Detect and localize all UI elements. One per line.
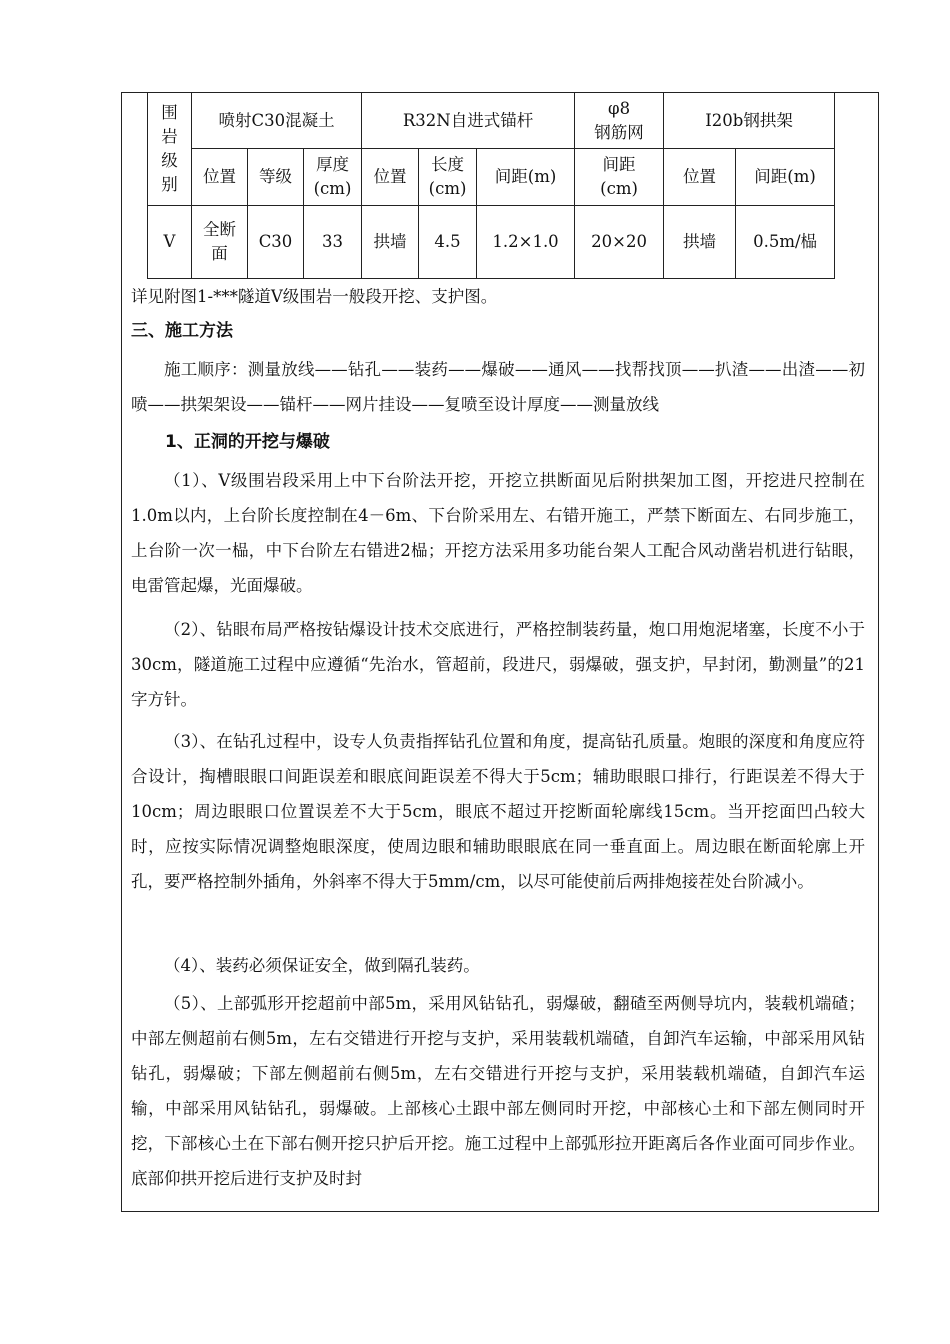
bolt-spacing-cell: 1.2×1.0: [477, 206, 575, 279]
table-row: [148, 206, 835, 279]
grade-cell: V: [148, 206, 192, 279]
shotcrete-thickness-header: 厚度 (cm): [304, 149, 362, 206]
arch-position-header: 位置: [664, 149, 736, 206]
arch-position-cell: 拱墙: [664, 206, 736, 279]
rock-grade-header: 围 岩 级 别: [148, 93, 192, 206]
mesh-spacing-cell: 20×20: [575, 206, 664, 279]
paragraph-1: （1）、V级围岩段采用上中下台阶法开挖，开挖立拱断面见后附拱架加工图，开挖进尺控制在1.0m以内，上台阶长度控制在4－6m、下台阶采用左、右错开施工，严禁下断面左、右同步施工，上台阶一次一榀，中下台阶左右错进2榀；开挖方法采用多功能台架人工配合风动凿岩机进行钻眼，电雷管起爆，光面爆破。: [131, 471, 865, 595]
bolt-length-header: 长度 (cm): [419, 149, 477, 206]
shotcrete-header: 喷射C30混凝土: [192, 93, 362, 149]
paragraph-3: （3）、在钻孔过程中，设专人负责指挥钻孔位置和角度，提高钻孔质量。炮眼的深度和角度应符合设计，掏槽眼眼口间距误差和眼底间距误差不得大于5cm；辅助眼眼口排行，行距误差不得大于10cm；周边眼眼口位置误差不大于5cm，眼底不超过开挖断面轮廓线15cm。当开挖面凹凸较大时，应按实际情况调整炮眼深度，使周边眼和辅助眼眼底在同一垂直面上。周边眼在断面轮廓上开孔，要严格控制外插角，外斜率不得大于5mm/cm，以尽可能使前后两排炮接茬处台阶减小。: [131, 732, 865, 891]
support-parameter-table: [147, 92, 835, 279]
shotcrete-position-header: 位置: [192, 149, 248, 206]
position-cell: 全断 面: [192, 206, 248, 279]
thickness-cell: 33: [304, 206, 362, 279]
concrete-cell: C30: [248, 206, 304, 279]
paragraph-5: （5）、上部弧形开挖超前中部5m，采用风钻钻孔，弱爆破，翻碴至两侧导坑内，装载机端碴；中部左侧超前右侧5m，左右交错进行开挖与支护，采用装载机端碴，自卸汽车运输，中部采用风钻钻孔，弱爆破；下部左侧超前右侧5m，左右交错进行开挖与支护，采用装载机端碴，自卸汽车运输，中部采用风钻钻孔，弱爆破。上部核心土跟中部左侧同时开挖，中部核心土和下部左侧同时开挖，下部核心土在下部右侧开挖只护后开挖。施工过程中上部弧形拉开距离后各作业面可同步作业。底部仰拱开挖后进行支护及时封: [131, 994, 865, 1188]
mesh-header: φ8 钢筋网: [575, 93, 664, 149]
figure-note: 详见附图1-***隧道V级围岩一般段开挖、支护图。: [131, 287, 498, 306]
bolt-position-cell: 拱墙: [362, 206, 419, 279]
bolt-length-cell: 4.5: [419, 206, 477, 279]
arch-spacing-cell: 0.5m/榀: [736, 206, 835, 279]
sequence-paragraph: 施工顺序：测量放线——钻孔——装药——爆破——通风——找帮找顶——扒渣——出渣——初喷——拱架架设——锚杆——网片挂设——复喷至设计厚度——测量放线: [131, 360, 865, 414]
bolt-spacing-header: 间距(m): [477, 149, 575, 206]
steel-arch-header: I20b钢拱架: [664, 93, 835, 149]
subsection-title: 1、正洞的开挖与爆破: [165, 432, 330, 452]
arch-spacing-header: 间距(m): [736, 149, 835, 206]
shotcrete-grade-header: 等级: [248, 149, 304, 206]
paragraph-4: （4）、装药必须保证安全，做到隔孔装药。: [164, 956, 480, 975]
mesh-spacing-header: 间距 (cm): [575, 149, 664, 206]
bolt-header: R32N自进式锚杆: [362, 93, 575, 149]
section-title: 三、施工方法: [131, 321, 233, 341]
paragraph-2: （2）、钻眼布局严格按钻爆设计技术交底进行，严格控制装药量，炮口用炮泥堵塞，长度不小于30cm，隧道施工过程中应遵循“先治水，管超前，段进尺，弱爆破，强支护，早封闭，勤测量”的21字方针。: [131, 620, 865, 709]
bolt-position-header: 位置: [362, 149, 419, 206]
